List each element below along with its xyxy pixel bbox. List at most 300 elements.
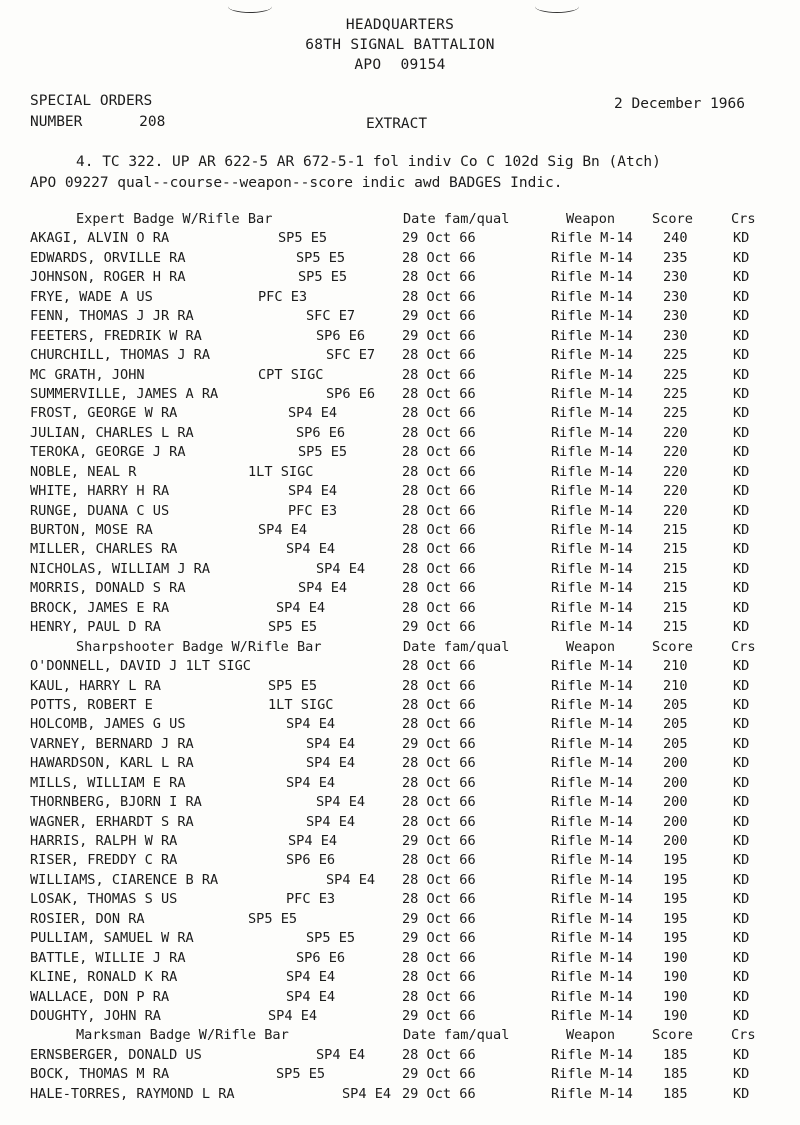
score: 205	[663, 735, 688, 752]
soldier-name: WALLACE, DON P RA	[30, 988, 170, 1005]
soldier-grade: SP4 E4	[288, 833, 338, 849]
qual-date: 28 Oct 66	[402, 405, 476, 422]
weapon: Rifle M-14	[551, 833, 633, 849]
table-row	[0, 385, 800, 404]
score: 230	[663, 269, 688, 286]
course: KD	[733, 444, 750, 461]
soldier-name: FRYE, WADE A US	[30, 288, 153, 305]
weapon: Rifle M-14	[551, 949, 633, 966]
soldier-grade: SP6 E6	[316, 327, 366, 344]
soldier-grade: SP4 E4	[286, 774, 336, 791]
soldier-name: HOLCOMB, JAMES G US	[30, 716, 186, 733]
table-row	[0, 968, 800, 987]
soldier-grade: SP4 E4	[286, 716, 336, 733]
score: 185	[663, 1046, 688, 1063]
qual-date: 29 Oct 66	[402, 230, 476, 247]
course: KD	[733, 385, 750, 402]
weapon: Rifle M-14	[551, 969, 633, 986]
soldier-grade: SP5 E5	[276, 1066, 326, 1083]
soldier-name: TEROKA, GEORGE J RA	[30, 444, 186, 461]
soldier-grade: SP4 E4	[286, 541, 336, 558]
score: 230	[663, 327, 688, 344]
course: KD	[733, 949, 750, 966]
course: KD	[733, 424, 750, 441]
course: KD	[733, 716, 750, 733]
order-number: NUMBER 208	[30, 114, 166, 130]
course: KD	[733, 230, 750, 247]
soldier-name: MORRIS, DONALD S RA	[30, 580, 186, 597]
punch-hole-left	[228, 0, 272, 13]
table-row	[0, 327, 800, 346]
badge-section-title: Sharpshooter Badge W/Rifle Bar	[76, 638, 322, 655]
qual-date: 29 Oct 66	[402, 619, 476, 636]
qual-date: 28 Oct 66	[402, 424, 476, 441]
qual-date: 28 Oct 66	[402, 599, 476, 616]
header-line-1: HEADQUARTERS	[345, 17, 455, 33]
course: KD	[733, 269, 750, 286]
course: KD	[733, 871, 750, 888]
course: KD	[733, 522, 750, 538]
qual-date: 28 Oct 66	[402, 794, 476, 811]
soldier-grade: SP4 E4	[316, 794, 366, 811]
soldier-name: BROCK, JAMES E RA	[30, 599, 170, 616]
weapon: Rifle M-14	[551, 327, 633, 344]
course: KD	[733, 755, 750, 772]
soldier-name: POTTS, ROBERT E	[30, 696, 153, 713]
table-row	[0, 288, 800, 307]
column-header-date: Date fam/qual	[403, 1027, 510, 1044]
weapon: Rifle M-14	[551, 755, 633, 772]
weapon: Rifle M-14	[551, 405, 633, 422]
soldier-grade: SP6 E6	[296, 424, 346, 441]
soldier-name: ERNSBERGER, DONALD US	[30, 1046, 202, 1063]
soldier-name: WILLIAMS, CIARENCE B RA	[30, 871, 219, 888]
score: 220	[663, 424, 688, 441]
header-line-2: 68TH SIGNAL BATTALION	[305, 37, 495, 53]
course: KD	[733, 774, 750, 791]
score: 185	[663, 1085, 688, 1102]
soldier-grade: SP5 E5	[296, 249, 346, 266]
score: 195	[663, 930, 688, 947]
soldier-grade: SP4 E4	[288, 483, 338, 500]
score: 225	[663, 405, 688, 422]
course: KD	[733, 366, 750, 383]
course: KD	[733, 910, 750, 927]
weapon: Rifle M-14	[551, 1085, 633, 1102]
table-row	[0, 1046, 800, 1065]
soldier-name: MC GRATH, JOHN	[30, 366, 145, 383]
qual-date: 28 Oct 66	[402, 269, 476, 286]
weapon: Rifle M-14	[551, 483, 633, 500]
weapon: Rifle M-14	[551, 1066, 633, 1083]
score: 185	[663, 1066, 688, 1083]
score: 220	[663, 502, 688, 519]
table-row	[0, 735, 800, 754]
soldier-grade: SP4 E4	[326, 871, 376, 888]
soldier-grade: SP5 E5	[248, 910, 298, 927]
score: 230	[663, 308, 688, 325]
column-header-crs: Crs	[731, 1027, 756, 1044]
soldier-name: BATTLE, WILLIE J RA	[30, 949, 186, 966]
table-row	[0, 424, 800, 443]
table-row	[0, 949, 800, 968]
table-row	[0, 618, 800, 637]
table-row	[0, 657, 800, 676]
soldier-name: WAGNER, ERHARDT S RA	[30, 813, 194, 830]
score: 190	[663, 988, 688, 1005]
weapon: Rifle M-14	[551, 502, 633, 519]
course: KD	[733, 405, 750, 422]
table-row	[0, 482, 800, 501]
qual-date: 28 Oct 66	[402, 1046, 476, 1063]
table-row	[0, 754, 800, 773]
soldier-grade: SP4 E4	[268, 1007, 318, 1024]
weapon: Rifle M-14	[551, 1007, 633, 1024]
soldier-name: CHURCHILL, THOMAS J RA	[30, 347, 211, 364]
qual-date: 29 Oct 66	[402, 1007, 476, 1024]
weapon: Rifle M-14	[551, 735, 633, 752]
soldier-grade: SP4 E4	[286, 969, 336, 986]
weapon: Rifle M-14	[551, 716, 633, 733]
paragraph-line-2: APO 09227 qual--course--weapon--score indic awd BADGES Indic.	[30, 175, 563, 191]
score: 215	[663, 541, 688, 558]
weapon: Rifle M-14	[551, 580, 633, 597]
score: 210	[663, 677, 688, 694]
weapon: Rifle M-14	[551, 910, 633, 927]
soldier-name: HENRY, PAUL D RA	[30, 619, 161, 636]
qual-date: 28 Oct 66	[402, 891, 476, 908]
column-header-score: Score	[652, 211, 693, 227]
course: KD	[733, 463, 750, 480]
score: 195	[663, 871, 688, 888]
course: KD	[733, 619, 750, 636]
soldier-name: ROSIER, DON RA	[30, 910, 145, 927]
qual-date: 28 Oct 66	[402, 871, 476, 888]
column-header-crs: Crs	[731, 638, 756, 655]
qual-date: 28 Oct 66	[402, 969, 476, 986]
table-row	[0, 463, 800, 482]
soldier-name: BURTON, MOSE RA	[30, 522, 153, 538]
table-row	[0, 929, 800, 948]
score: 190	[663, 969, 688, 986]
weapon: Rifle M-14	[551, 230, 633, 247]
qual-date: 28 Oct 66	[402, 522, 476, 538]
section-header	[0, 1026, 800, 1045]
soldier-grade: SP4 E4	[316, 560, 366, 577]
table-row	[0, 404, 800, 423]
score: 200	[663, 774, 688, 791]
qual-date: 29 Oct 66	[402, 833, 476, 849]
soldier-grade: PFC E3	[288, 502, 338, 519]
header-line-3: APO 09154	[354, 57, 446, 73]
score: 200	[663, 794, 688, 811]
qual-date: 28 Oct 66	[402, 541, 476, 558]
badge-section-title: Marksman Badge W/Rifle Bar	[76, 1027, 289, 1044]
course: KD	[733, 560, 750, 577]
section-header	[0, 210, 800, 229]
score: 240	[663, 230, 688, 247]
qual-date: 29 Oct 66	[402, 1066, 476, 1083]
course: KD	[733, 1007, 750, 1024]
soldier-grade: SP4 E4	[298, 580, 348, 597]
soldier-grade: PFC E3	[258, 288, 308, 305]
course: KD	[733, 930, 750, 947]
column-header-weapon: Weapon	[566, 1027, 616, 1044]
table-row	[0, 579, 800, 598]
course: KD	[733, 988, 750, 1005]
soldier-grade: 1LT SIGC	[248, 463, 314, 480]
soldier-name: SUMMERVILLE, JAMES A RA	[30, 385, 219, 402]
score: 220	[663, 444, 688, 461]
soldier-name: RISER, FREDDY C RA	[30, 852, 178, 869]
soldier-name: WHITE, HARRY H RA	[30, 483, 170, 500]
qual-date: 29 Oct 66	[402, 930, 476, 947]
score: 220	[663, 483, 688, 500]
weapon: Rifle M-14	[551, 619, 633, 636]
score: 200	[663, 755, 688, 772]
qual-date: 28 Oct 66	[402, 813, 476, 830]
qual-date: 28 Oct 66	[402, 483, 476, 500]
table-row	[0, 1007, 800, 1026]
soldier-grade: SP5 E5	[268, 677, 318, 694]
course: KD	[733, 327, 750, 344]
weapon: Rifle M-14	[551, 891, 633, 908]
soldier-grade: SP6 E6	[296, 949, 346, 966]
score: 230	[663, 288, 688, 305]
qual-date: 28 Oct 66	[402, 774, 476, 791]
soldier-name: RUNGE, DUANA C US	[30, 502, 170, 519]
course: KD	[733, 696, 750, 713]
qual-date: 28 Oct 66	[402, 444, 476, 461]
table-row	[0, 366, 800, 385]
course: KD	[733, 288, 750, 305]
score: 200	[663, 833, 688, 849]
weapon: Rifle M-14	[551, 522, 633, 538]
qual-date: 28 Oct 66	[402, 502, 476, 519]
soldier-name: AKAGI, ALVIN O RA	[30, 230, 170, 247]
badge-table	[0, 210, 800, 1104]
weapon: Rifle M-14	[551, 852, 633, 869]
column-header-date: Date fam/qual	[403, 211, 510, 227]
column-header-weapon: Weapon	[566, 211, 616, 227]
score: 195	[663, 852, 688, 869]
soldier-grade: SP5 E5	[268, 619, 318, 636]
table-row	[0, 910, 800, 929]
weapon: Rifle M-14	[551, 560, 633, 577]
soldier-grade: SFC E7	[326, 347, 376, 364]
soldier-name: NOBLE, NEAL R	[30, 463, 137, 480]
soldier-name: FEETERS, FREDRIK W RA	[30, 327, 202, 344]
weapon: Rifle M-14	[551, 774, 633, 791]
qual-date: 28 Oct 66	[402, 288, 476, 305]
course: KD	[733, 308, 750, 325]
score: 235	[663, 249, 688, 266]
score: 220	[663, 463, 688, 480]
course: KD	[733, 1085, 750, 1102]
course: KD	[733, 483, 750, 500]
soldier-name: FENN, THOMAS J JR RA	[30, 308, 194, 325]
weapon: Rifle M-14	[551, 308, 633, 325]
table-row	[0, 677, 800, 696]
table-row	[0, 832, 800, 851]
weapon: Rifle M-14	[551, 463, 633, 480]
soldier-grade: SP5 E5	[306, 930, 356, 947]
qual-date: 28 Oct 66	[402, 677, 476, 694]
qual-date: 29 Oct 66	[402, 735, 476, 752]
table-row	[0, 871, 800, 890]
soldier-name: VARNEY, BERNARD J RA	[30, 735, 194, 752]
course: KD	[733, 1046, 750, 1063]
qual-date: 28 Oct 66	[402, 347, 476, 364]
score: 225	[663, 347, 688, 364]
weapon: Rifle M-14	[551, 658, 633, 675]
soldier-grade: SFC E7	[306, 308, 356, 325]
table-row	[0, 268, 800, 287]
soldier-grade: SP4 E4	[306, 735, 356, 752]
table-row	[0, 1065, 800, 1084]
qual-date: 28 Oct 66	[402, 716, 476, 733]
weapon: Rifle M-14	[551, 249, 633, 266]
qual-date: 28 Oct 66	[402, 852, 476, 869]
table-row	[0, 988, 800, 1007]
weapon: Rifle M-14	[551, 444, 633, 461]
score: 200	[663, 813, 688, 830]
weapon: Rifle M-14	[551, 385, 633, 402]
table-row	[0, 890, 800, 909]
course: KD	[733, 833, 750, 849]
course: KD	[733, 249, 750, 266]
soldier-name: BOCK, THOMAS M RA	[30, 1066, 170, 1083]
qual-date: 28 Oct 66	[402, 658, 476, 675]
soldier-grade: SP6 E6	[286, 852, 336, 869]
table-row	[0, 813, 800, 832]
soldier-name: JULIAN, CHARLES L RA	[30, 424, 194, 441]
score: 195	[663, 891, 688, 908]
soldier-name: JOHNSON, ROGER H RA	[30, 269, 186, 286]
soldier-grade: PFC E3	[286, 891, 336, 908]
score: 195	[663, 910, 688, 927]
weapon: Rifle M-14	[551, 366, 633, 383]
qual-date: 28 Oct 66	[402, 580, 476, 597]
soldier-name: DOUGHTY, JOHN RA	[30, 1007, 161, 1024]
soldier-grade: SP4 E4	[286, 988, 336, 1005]
soldier-grade: SP4 E4	[288, 405, 338, 422]
soldier-grade: SP4 E4	[306, 813, 356, 830]
qual-date: 28 Oct 66	[402, 560, 476, 577]
score: 190	[663, 1007, 688, 1024]
score: 215	[663, 580, 688, 597]
qual-date: 28 Oct 66	[402, 385, 476, 402]
soldier-grade: SP4 E4	[306, 755, 356, 772]
course: KD	[733, 813, 750, 830]
table-row	[0, 560, 800, 579]
course: KD	[733, 969, 750, 986]
qual-date: 28 Oct 66	[402, 366, 476, 383]
qual-date: 29 Oct 66	[402, 1085, 476, 1102]
soldier-name: NICHOLAS, WILLIAM J RA	[30, 560, 211, 577]
course: KD	[733, 599, 750, 616]
paragraph-line-1: 4. TC 322. UP AR 622-5 AR 672-5-1 fol indiv Co C 102d Sig Bn (Atch)	[76, 154, 661, 170]
table-row	[0, 540, 800, 559]
weapon: Rifle M-14	[551, 424, 633, 441]
course: KD	[733, 580, 750, 597]
score: 190	[663, 949, 688, 966]
soldier-grade: SP6 E6	[326, 385, 376, 402]
qual-date: 28 Oct 66	[402, 988, 476, 1005]
soldier-grade: SP5 E5	[298, 269, 348, 286]
score: 225	[663, 366, 688, 383]
course: KD	[733, 347, 750, 364]
soldier-grade: SP5 E5	[278, 230, 328, 247]
soldier-name: EDWARDS, ORVILLE RA	[30, 249, 186, 266]
order-date: 2 December 1966	[614, 96, 745, 112]
weapon: Rifle M-14	[551, 813, 633, 830]
weapon: Rifle M-14	[551, 988, 633, 1005]
score: 225	[663, 385, 688, 402]
soldier-name: O'DONNELL, DAVID J 1LT SIGC	[30, 658, 251, 675]
weapon: Rifle M-14	[551, 677, 633, 694]
weapon: Rifle M-14	[551, 269, 633, 286]
soldier-grade: CPT SIGC	[258, 366, 324, 383]
soldier-name: MILLER, CHARLES RA	[30, 541, 178, 558]
qual-date: 29 Oct 66	[402, 308, 476, 325]
course: KD	[733, 502, 750, 519]
qual-date: 28 Oct 66	[402, 249, 476, 266]
qual-date: 29 Oct 66	[402, 910, 476, 927]
weapon: Rifle M-14	[551, 1046, 633, 1063]
column-header-date: Date fam/qual	[403, 638, 510, 655]
table-row	[0, 307, 800, 326]
score: 215	[663, 619, 688, 636]
soldier-name: FROST, GEORGE W RA	[30, 405, 178, 422]
weapon: Rifle M-14	[551, 871, 633, 888]
table-row	[0, 229, 800, 248]
weapon: Rifle M-14	[551, 347, 633, 364]
course: KD	[733, 541, 750, 558]
soldier-name: LOSAK, THOMAS S US	[30, 891, 178, 908]
qual-date: 29 Oct 66	[402, 327, 476, 344]
table-row	[0, 502, 800, 521]
table-row	[0, 599, 800, 618]
column-header-score: Score	[652, 1027, 693, 1044]
table-row	[0, 1085, 800, 1104]
punch-hole-right	[535, 0, 579, 13]
soldier-grade: 1LT SIGC	[268, 696, 334, 713]
table-row	[0, 715, 800, 734]
weapon: Rifle M-14	[551, 541, 633, 558]
soldier-name: PULLIAM, SAMUEL W RA	[30, 930, 194, 947]
soldier-grade: SP4 E4	[276, 599, 326, 616]
table-row	[0, 774, 800, 793]
score: 215	[663, 522, 688, 538]
table-row	[0, 443, 800, 462]
qual-date: 28 Oct 66	[402, 696, 476, 713]
soldier-name: HARRIS, RALPH W RA	[30, 833, 178, 849]
table-row	[0, 346, 800, 365]
course: KD	[733, 794, 750, 811]
order-paragraph	[30, 152, 790, 194]
score: 215	[663, 560, 688, 577]
soldier-name: MILLS, WILLIAM E RA	[30, 774, 186, 791]
score: 205	[663, 716, 688, 733]
course: KD	[733, 891, 750, 908]
soldier-grade: SP4 E4	[316, 1046, 366, 1063]
column-header-score: Score	[652, 638, 693, 655]
score: 210	[663, 658, 688, 675]
qual-date: 28 Oct 66	[402, 755, 476, 772]
table-row	[0, 249, 800, 268]
soldier-grade: SP4 E4	[258, 522, 308, 538]
